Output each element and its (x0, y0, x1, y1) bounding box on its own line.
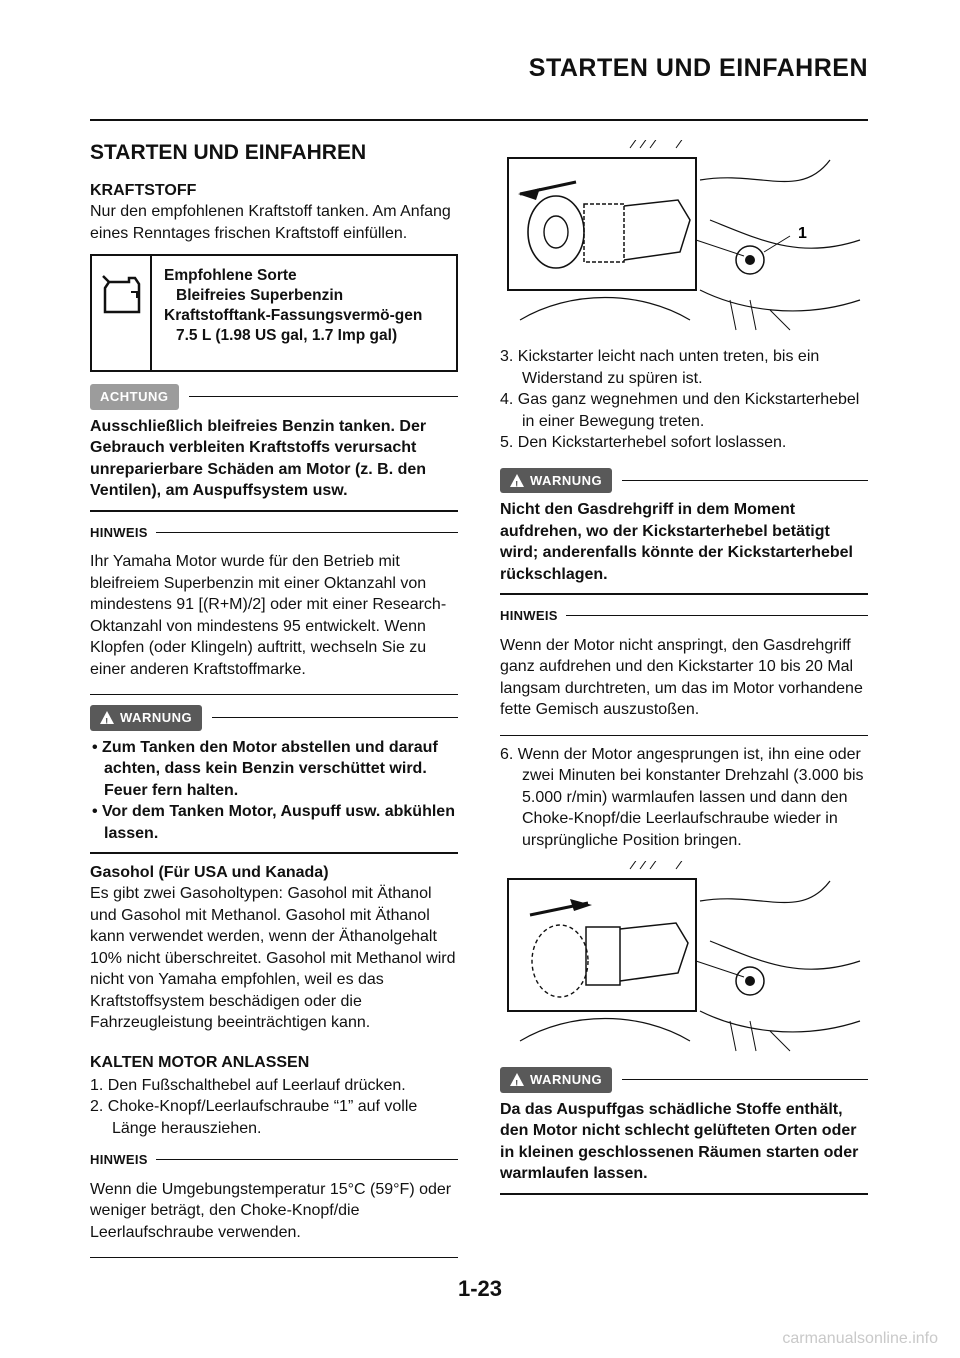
hinweis-label-row (90, 522, 458, 544)
list-item: 3. Kickstarter leicht nach unten treten, bis ein Widerstand zu spüren ist. (500, 348, 820, 387)
cold-start-steps (90, 1075, 458, 1140)
warnung-text: Nicht den Gasdrehgriff in dem Moment aufdrehen, wo der Kickstarterhebel betätigt wird; anderenfalls könnte der Kickstarterhebel rückschlagen. (500, 499, 868, 595)
choke-push-illustration (500, 861, 868, 1061)
choke-push-figure (500, 861, 868, 1061)
hinweis-text: Wenn der Motor nicht anspringt, den Gasdrehgriff ganz aufdrehen und den Kickstarter 10 bis 20 Mal langsam durchtreten, um das im Motor vorhandene fette Gemisch auszustoßen. (500, 635, 868, 736)
running-header-title: STARTEN UND EINFAHREN (528, 54, 868, 82)
hinweis-label: HINWEIS (90, 524, 148, 540)
kickstart-steps (500, 346, 868, 454)
achtung-badge: ACHTUNG (90, 384, 179, 410)
warning-triangle-icon (510, 474, 524, 487)
page-number: 1-23 (457, 1276, 503, 1301)
list-item: • Vor dem Tanken Motor, Auspuff usw. abkühlen lassen. (92, 803, 455, 842)
right-column (500, 140, 868, 1195)
hinweis-label-row (90, 1149, 458, 1171)
watermark: carmanualsonline.info (782, 1330, 938, 1347)
spec-label-fuel-type: Empfohlene Sorte (164, 267, 297, 284)
fuel-spec-box (90, 254, 458, 372)
warnung-label: WARNUNG (530, 472, 603, 488)
warnung-badge (90, 705, 202, 731)
warning-triangle-icon (100, 711, 114, 724)
achtung-text: Ausschließlich bleifreies Benzin tanken. Der Gebrauch verbleiten Kraftstoffs verursacht unreparierbare Schäden am Motor (z. B. den Ventilen), am Auspuffsystem usw. (90, 416, 458, 512)
list-item: 1. Den Fußschalthebel auf Leerlauf drücken. (90, 1076, 406, 1094)
list-item: 5. Den Kickstarterhebel sofort loslassen. (500, 434, 787, 451)
section-title: STARTEN UND EINFAHREN (90, 141, 367, 164)
warning-triangle-icon (510, 1073, 524, 1086)
warnung-badge (500, 468, 612, 494)
spec-label-tank-capacity: Kraftstofftank-Fassungsvermö-gen (164, 307, 423, 324)
hinweis-label: HINWEIS (90, 1152, 148, 1167)
gasohol-heading: Gasohol (Für USA und Kanada) (90, 864, 329, 881)
hinweis-label: HINWEIS (500, 608, 558, 623)
spec-value-fuel-type: Bleifreies Superbenzin (176, 287, 344, 304)
gasohol-text: Es gibt zwei Gasoholtypen: Gasohol mit Äthanol und Gasohol mit Methanol. Gasohol mit Äthanol kann verwendet werden, wenn der Äthanolgehalt 10% nicht überschreitet. Gasohol mit Methanol wird nicht von Yamaha empfohlen, weil es das Kraftstoffsystem beschädigen oder die Fahrzeugleistung beeinträchtigen kann. (90, 885, 456, 1031)
warnung-label-row (500, 1067, 868, 1093)
warnung-badge (500, 1067, 612, 1093)
hinweis-text: Ihr Yamaha Motor wurde für den Betrieb mit bleifreiem Superbenzin mit einer Oktanzahl von mindestens 91 [(R+M)/2] oder mit einer Research-Oktanzahl von mindestens 95 entwickelt. Wenn Klopfen (oder Klingeln) auftritt, wechseln Sie zu einer anderen Kraftstoffmarke. (90, 551, 458, 695)
warnung-label: WARNUNG (530, 1072, 603, 1087)
warnung-list (90, 737, 458, 855)
cold-start-heading: KALTEN MOTOR ANLASSEN (90, 1053, 310, 1071)
fuel-spec-body (152, 256, 434, 370)
warnung-label-row (500, 468, 868, 494)
left-column (90, 140, 458, 1258)
fuel-can-icon (92, 256, 152, 370)
list-item: • Zum Tanken den Motor abstellen und darauf achten, dass kein Benzin verschüttet wird. Feuer fern halten. (92, 738, 438, 799)
fuel-text: Nur den empfohlenen Kraftstoff tanken. Am Anfang eines Renntages frischen Kraftstoff einfüllen. (90, 203, 451, 242)
warnung-label-row (90, 705, 458, 731)
list-item: 2. Choke-Knopf/Leerlaufschraube “1” auf volle Länge herausziehen. (90, 1098, 418, 1137)
fuel-heading: KRAFTSTOFF (90, 182, 197, 199)
choke-pull-figure (500, 140, 868, 340)
warnung-text: Da das Auspuffgas schädliche Stoffe enthält, den Motor nicht schlecht gelüfteten Orten oder in kleinen geschlossenen Räumen starten oder warmlaufen lassen. (500, 1099, 868, 1195)
warnung-label: WARNUNG (120, 710, 193, 725)
choke-pull-illustration (500, 140, 868, 340)
achtung-label-row (90, 384, 458, 410)
list-item: 6. Wenn der Motor angesprungen ist, ihn eine oder zwei Minuten bei konstanter Drehzahl (3.000 bis 5.000 r/min) warmlaufen lassen und dann den Choke-Knopf/die Leerlaufschraube wieder in ursprüngliche Position bringen. (500, 745, 864, 849)
spec-value-tank-capacity: 7.5 L (1.98 US gal, 1.7 Imp gal) (176, 327, 398, 344)
header-rule (90, 119, 868, 121)
hinweis-label-row (500, 605, 868, 627)
callout-1-label: 1 (798, 225, 807, 242)
hinweis-text: Wenn die Umgebungstemperatur 15°C (59°F) oder weniger beträgt, den Choke-Knopf/die Leerlaufschraube verwenden. (90, 1179, 458, 1259)
warmup-step (500, 744, 868, 852)
list-item: 4. Gas ganz wegnehmen und den Kickstarterhebel in einer Bewegung treten. (500, 391, 860, 430)
